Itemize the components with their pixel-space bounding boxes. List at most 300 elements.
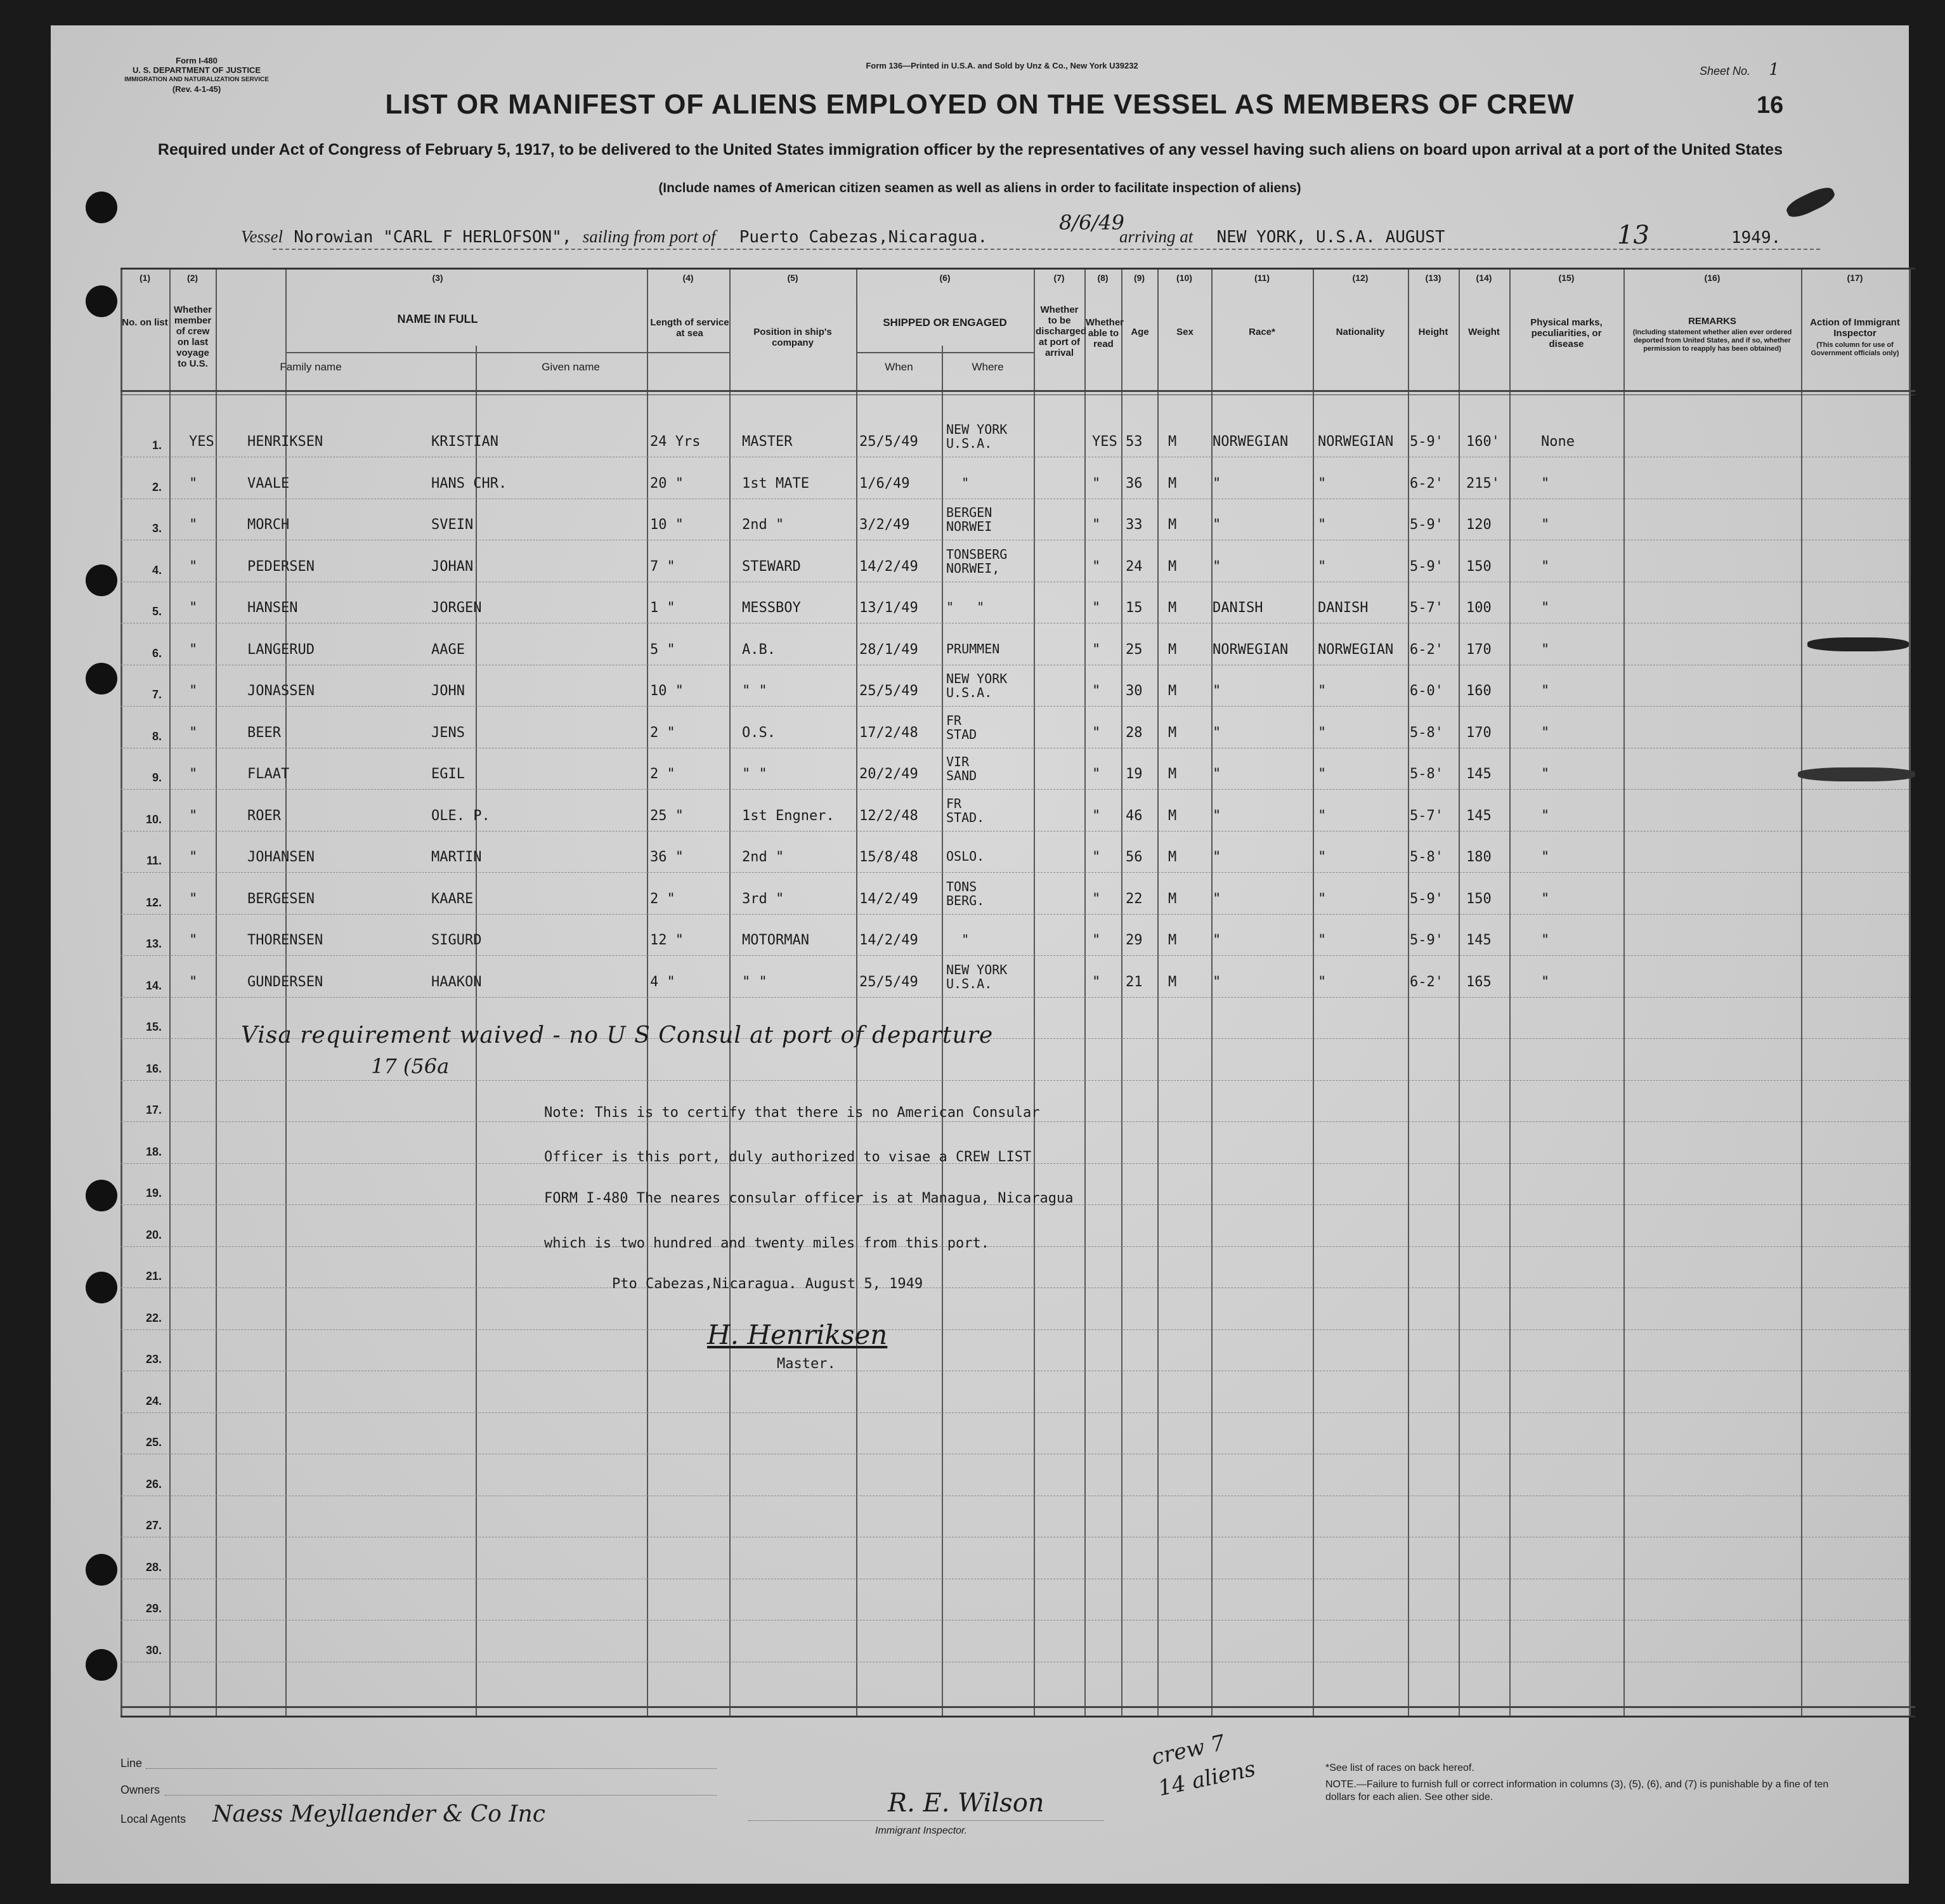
cell-age: 30 — [1126, 683, 1143, 699]
inspector-signature: R. E. Wilson — [888, 1789, 1044, 1818]
owners-underline — [165, 1795, 717, 1796]
cell-age: 46 — [1126, 807, 1143, 824]
cell-prev: " — [189, 683, 198, 699]
cell-given: EGIL — [431, 766, 465, 782]
row-separator — [120, 1329, 1909, 1330]
cell-marks: " — [1541, 558, 1550, 575]
cell-sex: M — [1168, 600, 1177, 616]
cell-prev: " — [189, 724, 198, 741]
vessel-name: Norowian "CARL F HERLOFSON", — [294, 228, 572, 247]
punch-hole — [86, 1180, 117, 1211]
row-number: 19. — [145, 1187, 162, 1199]
cell-race: " — [1213, 517, 1221, 533]
cell-family: LANGERUD — [247, 641, 315, 658]
cell-where: VIR SAND — [946, 754, 977, 783]
row-number: 2. — [152, 480, 162, 493]
cell-nationality: " — [1318, 724, 1327, 741]
col-header-family: Family name — [280, 361, 342, 373]
cell-race: " — [1213, 849, 1221, 865]
cell-read: " — [1092, 766, 1101, 782]
cell-height: 6-2' — [1410, 641, 1443, 658]
handwritten-remark: Visa requirement waived - no U S Consul at port of departure — [241, 1022, 994, 1048]
cell-family: THORENSEN — [247, 932, 323, 948]
cell-prev: YES — [189, 434, 214, 450]
cell-where: " — [946, 474, 970, 490]
cell-given: OLE. P. — [431, 807, 490, 824]
row-number: 29. — [145, 1602, 162, 1615]
col-num: (10) — [1176, 273, 1192, 283]
col-num: (9) — [1133, 273, 1145, 283]
row-number: 22. — [145, 1311, 162, 1324]
cell-read: " — [1092, 974, 1101, 990]
col-num: (5) — [787, 273, 798, 283]
sailing-label: sailing from port of — [582, 227, 716, 246]
row-number: 18. — [145, 1145, 162, 1158]
cell-given: AAGE — [431, 641, 465, 658]
cell-when: 14/2/49 — [859, 558, 918, 575]
cell-height: 5-8' — [1410, 849, 1443, 865]
row-number: 28. — [145, 1560, 162, 1574]
cell-nationality: " — [1318, 974, 1327, 990]
cell-family: BEER — [247, 724, 281, 741]
cell-when: 25/5/49 — [859, 974, 918, 990]
cell-when: 3/2/49 — [859, 517, 910, 533]
row-number: 14. — [145, 979, 162, 992]
cell-given: KRISTIAN — [431, 434, 498, 450]
vessel-label: Vessel — [241, 227, 283, 246]
cell-sex: M — [1168, 475, 1177, 492]
col-header-action: Action of Immigrant Inspector — [1810, 317, 1900, 339]
certification-line: Officer is this port, duly authorized to visae a CREW LIST — [544, 1149, 1032, 1165]
cell-height: 5-9' — [1410, 890, 1443, 907]
crew-count-note: crew 7 14 aliens — [1149, 1730, 1258, 1802]
cell-weight: 170 — [1466, 641, 1492, 658]
cell-read: " — [1092, 558, 1101, 575]
punch-hole — [86, 192, 117, 223]
cell-read: " — [1092, 475, 1101, 492]
cell-age: 29 — [1126, 932, 1143, 948]
arrival-year: 1949. — [1731, 228, 1781, 247]
cell-weight: 145 — [1466, 932, 1492, 948]
revision: (Rev. 4-1-45) — [172, 84, 221, 94]
col-header-marks: Physical marks, peculiarities, or disease — [1530, 317, 1603, 349]
row-number: 24. — [145, 1394, 162, 1407]
cell-position: " " — [742, 683, 767, 699]
port-to: NEW YORK, U.S.A. AUGUST — [1216, 228, 1445, 247]
cell-family: JOHANSEN — [247, 849, 315, 865]
cell-marks: " — [1541, 807, 1550, 824]
certification-date: Pto Cabezas,Nicaragua. August 5, 1949 — [612, 1276, 923, 1292]
cell-prev: " — [189, 807, 198, 824]
col-header-age: Age — [1131, 327, 1149, 337]
arrival-day: 13 — [1617, 221, 1649, 250]
cell-race: " — [1213, 932, 1221, 948]
col-num: (17) — [1847, 273, 1863, 283]
row-number: 12. — [145, 896, 162, 909]
cell-age: 33 — [1126, 517, 1143, 533]
cell-given: JORGEN — [431, 600, 482, 616]
subtitle: Required under Act of Congress of February 5, 1917, to be delivered to the United States immigration officer by the representatives of any vessel having such aliens on board upon arrival at a port of the United States — [157, 141, 1783, 159]
cell-height: 6-0' — [1410, 683, 1443, 699]
cell-given: HAAKON — [431, 974, 482, 990]
cell-marks: " — [1541, 600, 1550, 616]
cell-service: 25 " — [650, 807, 684, 824]
cell-when: 13/1/49 — [859, 600, 918, 616]
cell-weight: 180 — [1466, 849, 1492, 865]
cell-race: " — [1213, 974, 1221, 990]
cell-read: " — [1092, 932, 1101, 948]
col-header-when: When — [885, 361, 913, 373]
cell-marks: " — [1541, 517, 1550, 533]
col-header-service: Length of service at sea — [650, 317, 729, 339]
cell-read: " — [1092, 641, 1101, 658]
cell-age: 36 — [1126, 475, 1143, 492]
master-label: Master. — [777, 1356, 836, 1372]
cell-given: JOHN — [431, 683, 465, 699]
cell-position: STEWARD — [742, 558, 801, 575]
row-separator — [120, 997, 1909, 998]
row-number: 10. — [145, 812, 162, 826]
row-number: 4. — [152, 563, 162, 577]
cell-prev: " — [189, 932, 198, 948]
cell-position: 1st Engner. — [742, 807, 835, 824]
cell-family: HENRIKSEN — [247, 434, 323, 450]
cell-marks: None — [1541, 434, 1575, 450]
cell-when: 25/5/49 — [859, 683, 918, 699]
col-header-position: Position in ship's company — [753, 327, 832, 348]
cell-read: " — [1092, 724, 1101, 741]
row-number: 16. — [145, 1062, 162, 1075]
row-number: 6. — [152, 646, 162, 660]
row-number: 11. — [146, 854, 162, 867]
cell-where: BERGEN NORWEI — [946, 505, 992, 534]
row-separator — [120, 955, 1909, 956]
cell-weight: 215' — [1466, 475, 1500, 492]
crew-table — [120, 268, 1915, 1718]
cell-when: 17/2/48 — [859, 724, 918, 741]
col-header-remarks: REMARKS — [1688, 316, 1736, 327]
race-note: *See list of races on back hereof. — [1325, 1763, 1474, 1773]
cell-nationality: NORWEGIAN — [1318, 641, 1394, 658]
cell-height: 5-9' — [1410, 517, 1443, 533]
row-separator — [120, 914, 1909, 915]
col-num: (2) — [186, 273, 198, 283]
col-header-where: Where — [972, 361, 1004, 373]
cell-service: 2 " — [650, 890, 675, 907]
cell-position: 1st MATE — [742, 475, 809, 492]
col-num: (4) — [682, 273, 694, 283]
col-header-remarks-sub: (Including statement whether alien ever ordered deported from United States, and if so, whether permission to reapply has been obtained) — [1632, 329, 1792, 353]
ink-scribble — [1798, 767, 1915, 781]
cell-nationality: " — [1318, 683, 1327, 699]
row-number: 20. — [145, 1228, 162, 1241]
cell-prev: " — [189, 974, 198, 990]
cell-age: 15 — [1126, 600, 1143, 616]
cell-weight: 100 — [1466, 600, 1492, 616]
col-header-nationality: Nationality — [1336, 327, 1385, 337]
cell-marks: " — [1541, 974, 1550, 990]
row-number: 17. — [145, 1104, 162, 1116]
cell-read: " — [1092, 600, 1101, 616]
cell-position: " " — [742, 766, 767, 782]
row-separator — [120, 1412, 1909, 1413]
cell-weight: 150 — [1466, 558, 1492, 575]
cell-sex: M — [1168, 807, 1177, 824]
agents-label: Local Agents — [120, 1813, 186, 1825]
cell-given: JENS — [431, 724, 465, 741]
cell-where: NEW YORK U.S.A. — [946, 962, 1008, 991]
cell-position: 3rd " — [742, 890, 784, 907]
row-separator — [120, 1121, 1909, 1122]
cell-nationality: " — [1318, 558, 1327, 575]
inspector-label: Immigrant Inspector. — [875, 1825, 968, 1836]
cell-where: FR STAD. — [946, 795, 985, 825]
handwritten-date: 8/6/49 — [1059, 211, 1124, 235]
cell-position: O.S. — [742, 724, 776, 741]
master-signature: H. Henriksen — [707, 1319, 888, 1350]
punch-hole — [86, 1649, 117, 1681]
punch-hole — [86, 564, 117, 596]
col-num: (6) — [939, 273, 951, 283]
cell-where: " — [946, 932, 970, 947]
cell-position: A.B. — [742, 641, 776, 658]
page-number: 16 — [1757, 92, 1784, 119]
cell-sex: M — [1168, 974, 1177, 990]
line-label: Line — [120, 1757, 143, 1770]
row-number: 21. — [145, 1270, 162, 1282]
handwritten-reference: 17 (56a — [371, 1054, 450, 1078]
cell-given: JOHAN — [431, 558, 474, 575]
cell-race: " — [1213, 475, 1221, 492]
cell-position: MOTORMAN — [742, 932, 809, 948]
cell-read: " — [1092, 807, 1101, 824]
cell-prev: " — [189, 517, 198, 533]
row-number: 15. — [145, 1020, 162, 1033]
cell-when: 25/5/49 — [859, 434, 918, 450]
row-separator — [120, 1080, 1909, 1081]
row-number: 3. — [152, 522, 162, 535]
cell-service: 2 " — [650, 724, 675, 741]
cell-read: " — [1092, 517, 1101, 533]
cell-age: 53 — [1126, 434, 1143, 450]
cell-family: PEDERSEN — [247, 558, 315, 575]
cell-where: PRUMMEN — [946, 641, 1000, 656]
cell-position: MASTER — [742, 434, 793, 450]
cell-sex: M — [1168, 724, 1177, 741]
cell-sex: M — [1168, 849, 1177, 865]
cell-where: NEW YORK U.S.A. — [946, 422, 1008, 451]
col-header-name: NAME IN FULL — [397, 313, 478, 325]
cell-when: 12/2/48 — [859, 807, 918, 824]
col-num: (13) — [1425, 273, 1441, 283]
cell-sex: M — [1168, 558, 1177, 575]
ink-scribble — [1807, 637, 1909, 651]
cell-service: 12 " — [650, 932, 684, 948]
col-header-weight: Weight — [1468, 327, 1500, 337]
certification-line: which is two hundred and twenty miles from this port. — [544, 1236, 989, 1251]
col-header-action-sub: (This column for use of Government officials only) — [1811, 341, 1899, 357]
cell-where: FR STAD — [946, 712, 977, 742]
cell-read: " — [1092, 890, 1101, 907]
cell-family: HANSEN — [247, 600, 298, 616]
punch-hole — [86, 663, 117, 694]
cell-age: 25 — [1126, 641, 1143, 658]
cell-race: " — [1213, 558, 1221, 575]
cell-age: 28 — [1126, 724, 1143, 741]
cell-where: TONSBERG NORWEI, — [946, 546, 1008, 576]
cell-marks: " — [1541, 849, 1550, 865]
cell-given: SVEIN — [431, 517, 474, 533]
cell-read: " — [1092, 849, 1101, 865]
cell-service: 7 " — [650, 558, 675, 575]
col-num: (12) — [1352, 273, 1369, 283]
form-id: Form I-480 — [176, 56, 218, 65]
cell-marks: " — [1541, 475, 1550, 492]
cell-position: 2nd " — [742, 849, 784, 865]
cell-race: " — [1213, 766, 1221, 782]
cell-service: 4 " — [650, 974, 675, 990]
cell-family: FLAAT — [247, 766, 290, 782]
owners-label: Owners — [120, 1783, 160, 1796]
row-number: 27. — [145, 1519, 162, 1532]
cell-prev: " — [189, 849, 198, 865]
cell-service: 36 " — [650, 849, 684, 865]
cell-family: GUNDERSEN — [247, 974, 323, 990]
row-number: 25. — [145, 1436, 162, 1449]
cell-nationality: " — [1318, 475, 1327, 492]
punch-hole — [86, 285, 117, 317]
cell-race: " — [1213, 724, 1221, 741]
cell-weight: 160' — [1466, 434, 1500, 450]
cell-when: 15/8/48 — [859, 849, 918, 865]
cell-race: NORWEGIAN — [1213, 641, 1289, 658]
row-number: 30. — [145, 1643, 162, 1657]
cell-given: SIGURD — [431, 932, 482, 948]
cell-position: " " — [742, 974, 767, 990]
sheet-number — [1700, 60, 1779, 79]
row-number: 8. — [152, 729, 162, 743]
cell-height: 5-9' — [1410, 434, 1443, 450]
cell-age: 22 — [1126, 890, 1143, 907]
cell-sex: M — [1168, 932, 1177, 948]
row-number: 23. — [145, 1353, 162, 1366]
cell-where: NEW YORK U.S.A. — [946, 671, 1008, 700]
cell-height: 6-2' — [1410, 475, 1443, 492]
cell-age: 19 — [1126, 766, 1143, 782]
col-header-height: Height — [1418, 327, 1448, 337]
cell-position: 2nd " — [742, 517, 784, 533]
cell-weight: 120 — [1466, 517, 1492, 533]
row-number: 5. — [152, 605, 162, 618]
cell-given: MARTIN — [431, 849, 482, 865]
cell-prev: " — [189, 641, 198, 658]
col-num: (16) — [1704, 273, 1721, 283]
cell-when: 1/6/49 — [859, 475, 910, 492]
sheet-value: 1 — [1769, 60, 1779, 79]
cell-prev: " — [189, 600, 198, 616]
cell-family: BERGESEN — [247, 890, 315, 907]
cell-height: 5-7' — [1410, 600, 1443, 616]
cell-service: 1 " — [650, 600, 675, 616]
cell-nationality: " — [1318, 517, 1327, 533]
subtitle-note: (Include names of American citizen seamen as well as aliens in order to facilitate inspection of aliens) — [658, 181, 1301, 195]
cell-when: 20/2/49 — [859, 766, 918, 782]
cell-height: 5-9' — [1410, 558, 1443, 575]
inspector-underline — [748, 1820, 1103, 1821]
col-num: (7) — [1053, 273, 1065, 283]
cell-prev: " — [189, 890, 198, 907]
cell-weight: 145 — [1466, 807, 1492, 824]
punch-hole — [86, 1554, 117, 1586]
col-num: (1) — [139, 273, 151, 283]
printer-line: Form 136—Printed in U.S.A. and Sold by Unz & Co., New York U39232 — [866, 61, 1138, 70]
cell-age: 56 — [1126, 849, 1143, 865]
manifest-sheet — [51, 25, 1909, 1884]
cell-nationality: " — [1318, 807, 1327, 824]
cell-marks: " — [1541, 932, 1550, 948]
col-header-race: Race* — [1249, 327, 1275, 337]
cell-marks: " — [1541, 724, 1550, 741]
cell-read: " — [1092, 683, 1101, 699]
cell-marks: " — [1541, 683, 1550, 699]
cell-when: 14/2/49 — [859, 932, 918, 948]
cell-nationality: " — [1318, 766, 1327, 782]
cell-weight: 165 — [1466, 974, 1492, 990]
cell-sex: M — [1168, 434, 1177, 450]
cell-race: DANISH — [1213, 600, 1263, 616]
cell-height: 5-7' — [1410, 807, 1443, 824]
arriving-label: arriving at — [1119, 227, 1194, 246]
form-header — [120, 56, 273, 94]
cell-height: 5-8' — [1410, 724, 1443, 741]
vessel-line — [241, 227, 987, 247]
cell-sex: M — [1168, 517, 1177, 533]
cell-age: 24 — [1126, 558, 1143, 575]
row-separator — [120, 1246, 1909, 1247]
cell-service: 10 " — [650, 683, 684, 699]
col-header-shipped: SHIPPED OR ENGAGED — [883, 316, 1007, 329]
col-num: (14) — [1476, 273, 1492, 283]
col-header-prev: Whether member of crew on last voyage to U.S. — [174, 304, 212, 369]
cell-marks: " — [1541, 641, 1550, 658]
row-number: 13. — [145, 937, 162, 950]
cell-service: 24 Yrs — [650, 434, 701, 450]
col-header-no: No. on list — [122, 317, 168, 328]
row-number: 9. — [152, 771, 162, 784]
row-separator — [120, 789, 1909, 790]
department: U. S. DEPARTMENT OF JUSTICE — [133, 65, 261, 75]
vessel-underline — [273, 249, 1820, 250]
certification-line: Note: This is to certify that there is no American Consular — [544, 1105, 1040, 1121]
cell-height: 5-9' — [1410, 932, 1443, 948]
cell-height: 5-8' — [1410, 766, 1443, 782]
cell-family: MORCH — [247, 517, 290, 533]
cell-given: KAARE — [431, 890, 474, 907]
cell-race: " — [1213, 890, 1221, 907]
cell-prev: " — [189, 475, 198, 492]
col-header-discharged: Whether to be discharged at port of arrival — [1036, 304, 1087, 358]
cell-race: " — [1213, 683, 1221, 699]
cell-service: 2 " — [650, 766, 675, 782]
arrival-line — [1119, 227, 1445, 247]
cell-height: 6-2' — [1410, 974, 1443, 990]
cell-where: " " — [946, 599, 985, 615]
cell-marks: " — [1541, 766, 1550, 782]
col-header-given: Given name — [542, 361, 600, 373]
service: IMMIGRATION AND NATURALIZATION SERVICE — [124, 76, 269, 83]
cell-sex: M — [1168, 890, 1177, 907]
cell-when: 28/1/49 — [859, 641, 918, 658]
